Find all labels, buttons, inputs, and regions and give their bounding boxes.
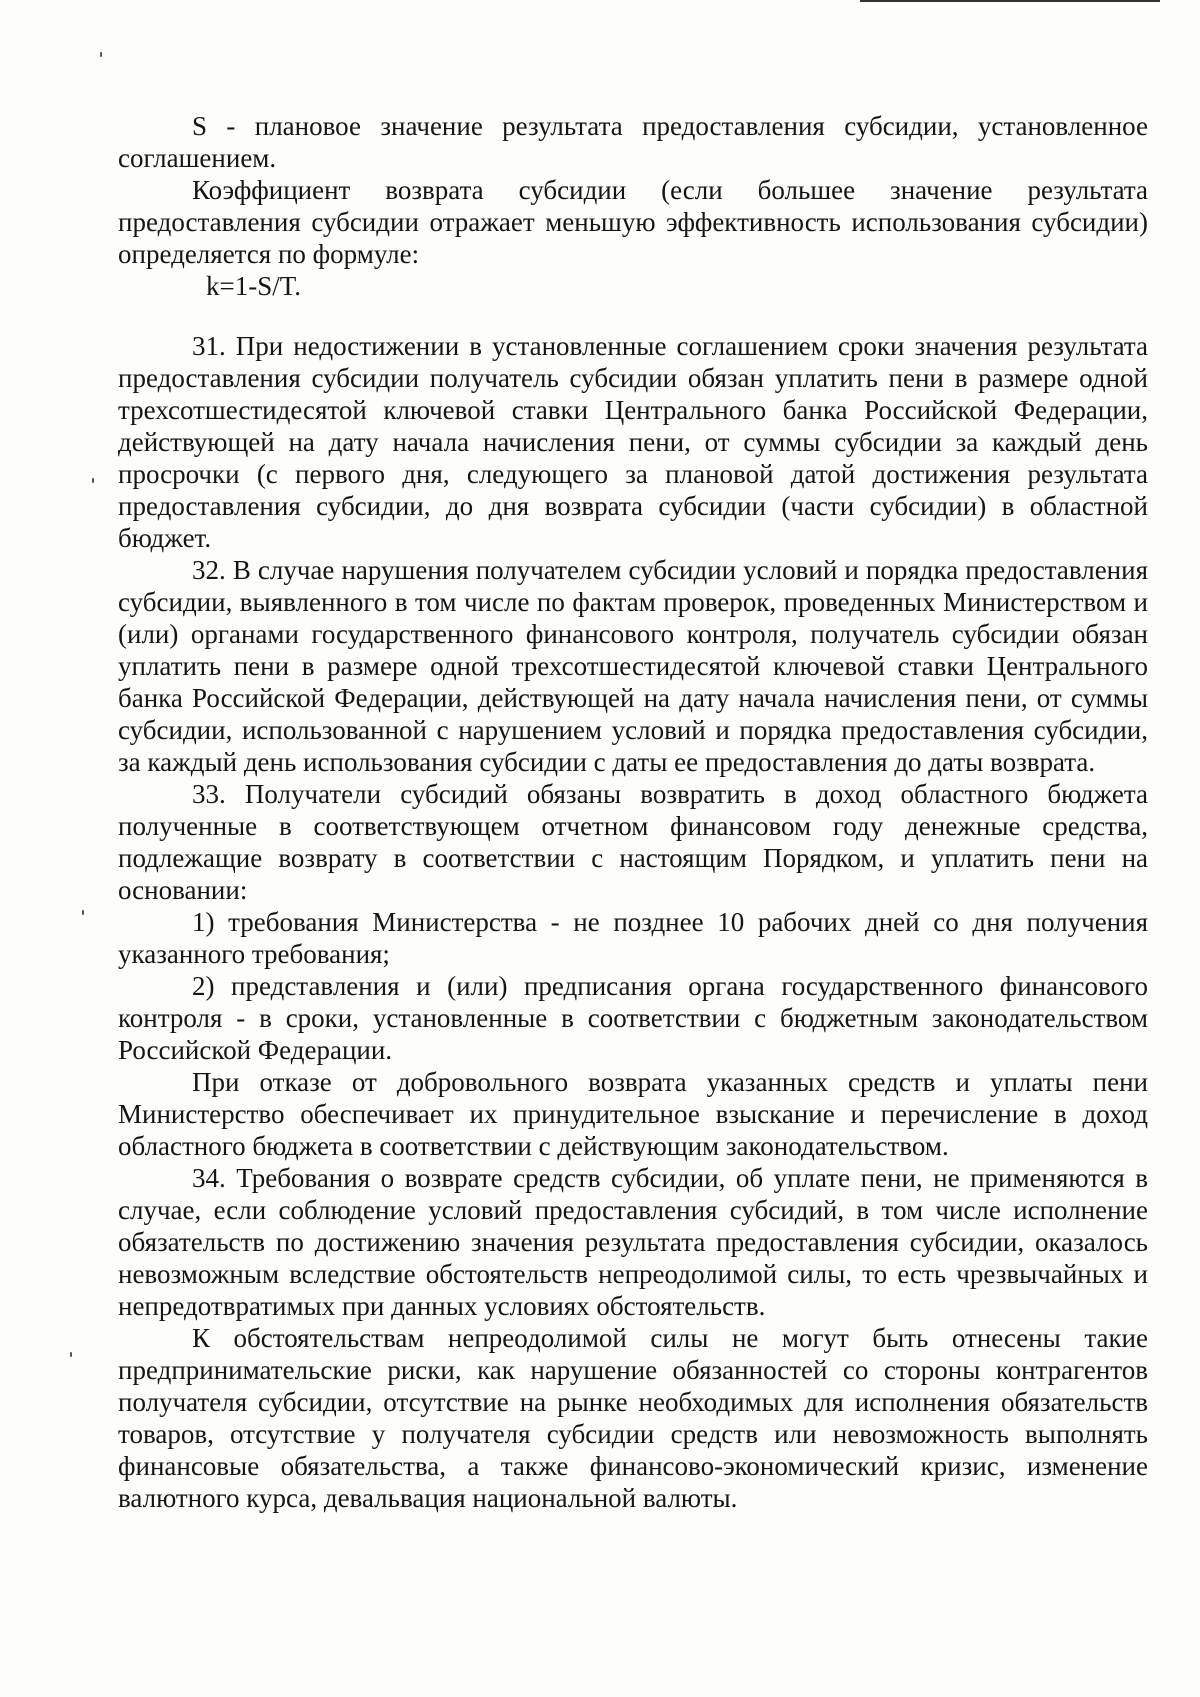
- scan-speck: [92, 478, 94, 483]
- paragraph-coefficient: Коэффициент возврата субсидии (если большее значение результата предоставления субсидии отражает меньшую эффективность использования субсидии) определяется по формуле:: [118, 175, 1148, 269]
- scan-speck: [82, 910, 84, 915]
- scan-speck: [70, 1352, 72, 1357]
- paragraph-34: 34. Требования о возврате средств субсидии, об уплате пени, не применяются в случае, если соблюдение условий предоставления субсидий, в том числе исполнение обязательств по достижению значения результата предоставления субсидии, оказалось невозможным вследствие обстоятельств непреодолимой силы, то есть чрезвычайных и непредотвратимых при данных условиях обстоятельств.: [118, 1163, 1148, 1321]
- scan-speck: [100, 52, 102, 57]
- document-body: [118, 110, 1148, 1514]
- scan-edge-line: [860, 0, 1160, 2]
- paragraph-33: 33. Получатели субсидий обязаны возвратить в доход областного бюджета полученные в соответствующем отчетном финансовом году денежные средства, подлежащие возврату в соответствии с настоящим Порядком, и уплатить пени на основании:: [118, 779, 1148, 905]
- paragraph-32: 32. В случае нарушения получателем субсидии условий и порядка предоставления субсидии, выявленного в том числе по фактам проверок, проведенных Министерством и (или) органами государственного финансового контроля, получатель субсидии обязан уплатить пени в размере одной трехсотшестидесятой ключевой ставки Центрального банка Российской Федерации, действующей на дату начала начисления пени, от суммы субсидии, использованной с нарушением условий и порядка предоставления субсидии, за каждый день использования субсидии с даты ее предоставления до даты возврата.: [118, 555, 1148, 777]
- paragraph-force-majeure: К обстоятельствам непреодолимой силы не могут быть отнесены такие предпринимательские риски, как нарушение обязанностей со стороны контрагентов получателя субсидии, отсутствие на рынке необходимых для исполнения обязательств товаров, отсутствие у получателя субсидии средств или невозможность выполнять финансовые обязательства, а также финансово-экономический кризис, изменение валютного курса, девальвация национальной валюты.: [118, 1323, 1148, 1513]
- paragraph-33-item-1: 1) требования Министерства - не позднее 10 рабочих дней со дня получения указанного требования;: [118, 907, 1148, 969]
- paragraph-31: 31. При недостижении в установленные соглашением сроки значения результата предоставления субсидии получатель субсидии обязан уплатить пени в размере одной трехсотшестидесятой ключевой ставки Центрального банка Российской Федерации, действующей на дату начала начисления пени, от суммы субсидии за каждый день просрочки (с первого дня, следующего за плановой датой достижения результата предоставления субсидии, до дня возврата субсидии (части субсидии) в областной бюджет.: [118, 331, 1148, 553]
- paragraph-33-item-2: 2) представления и (или) предписания органа государственного финансового контроля - в сроки, установленные в соответствии с бюджетным законодательством Российской Федерации.: [118, 971, 1148, 1065]
- paragraph-s-definition: S - плановое значение результата предоставления субсидии, установленное соглашением.: [118, 111, 1148, 173]
- paragraph-formula: k=1-S/T.: [206, 271, 301, 301]
- paragraph-refusal: При отказе от добровольного возврата указанных средств и уплаты пени Министерство обеспечивает их принудительное взыскание и перечисление в доход областного бюджета в соответствии с действующим законодательством.: [118, 1067, 1148, 1161]
